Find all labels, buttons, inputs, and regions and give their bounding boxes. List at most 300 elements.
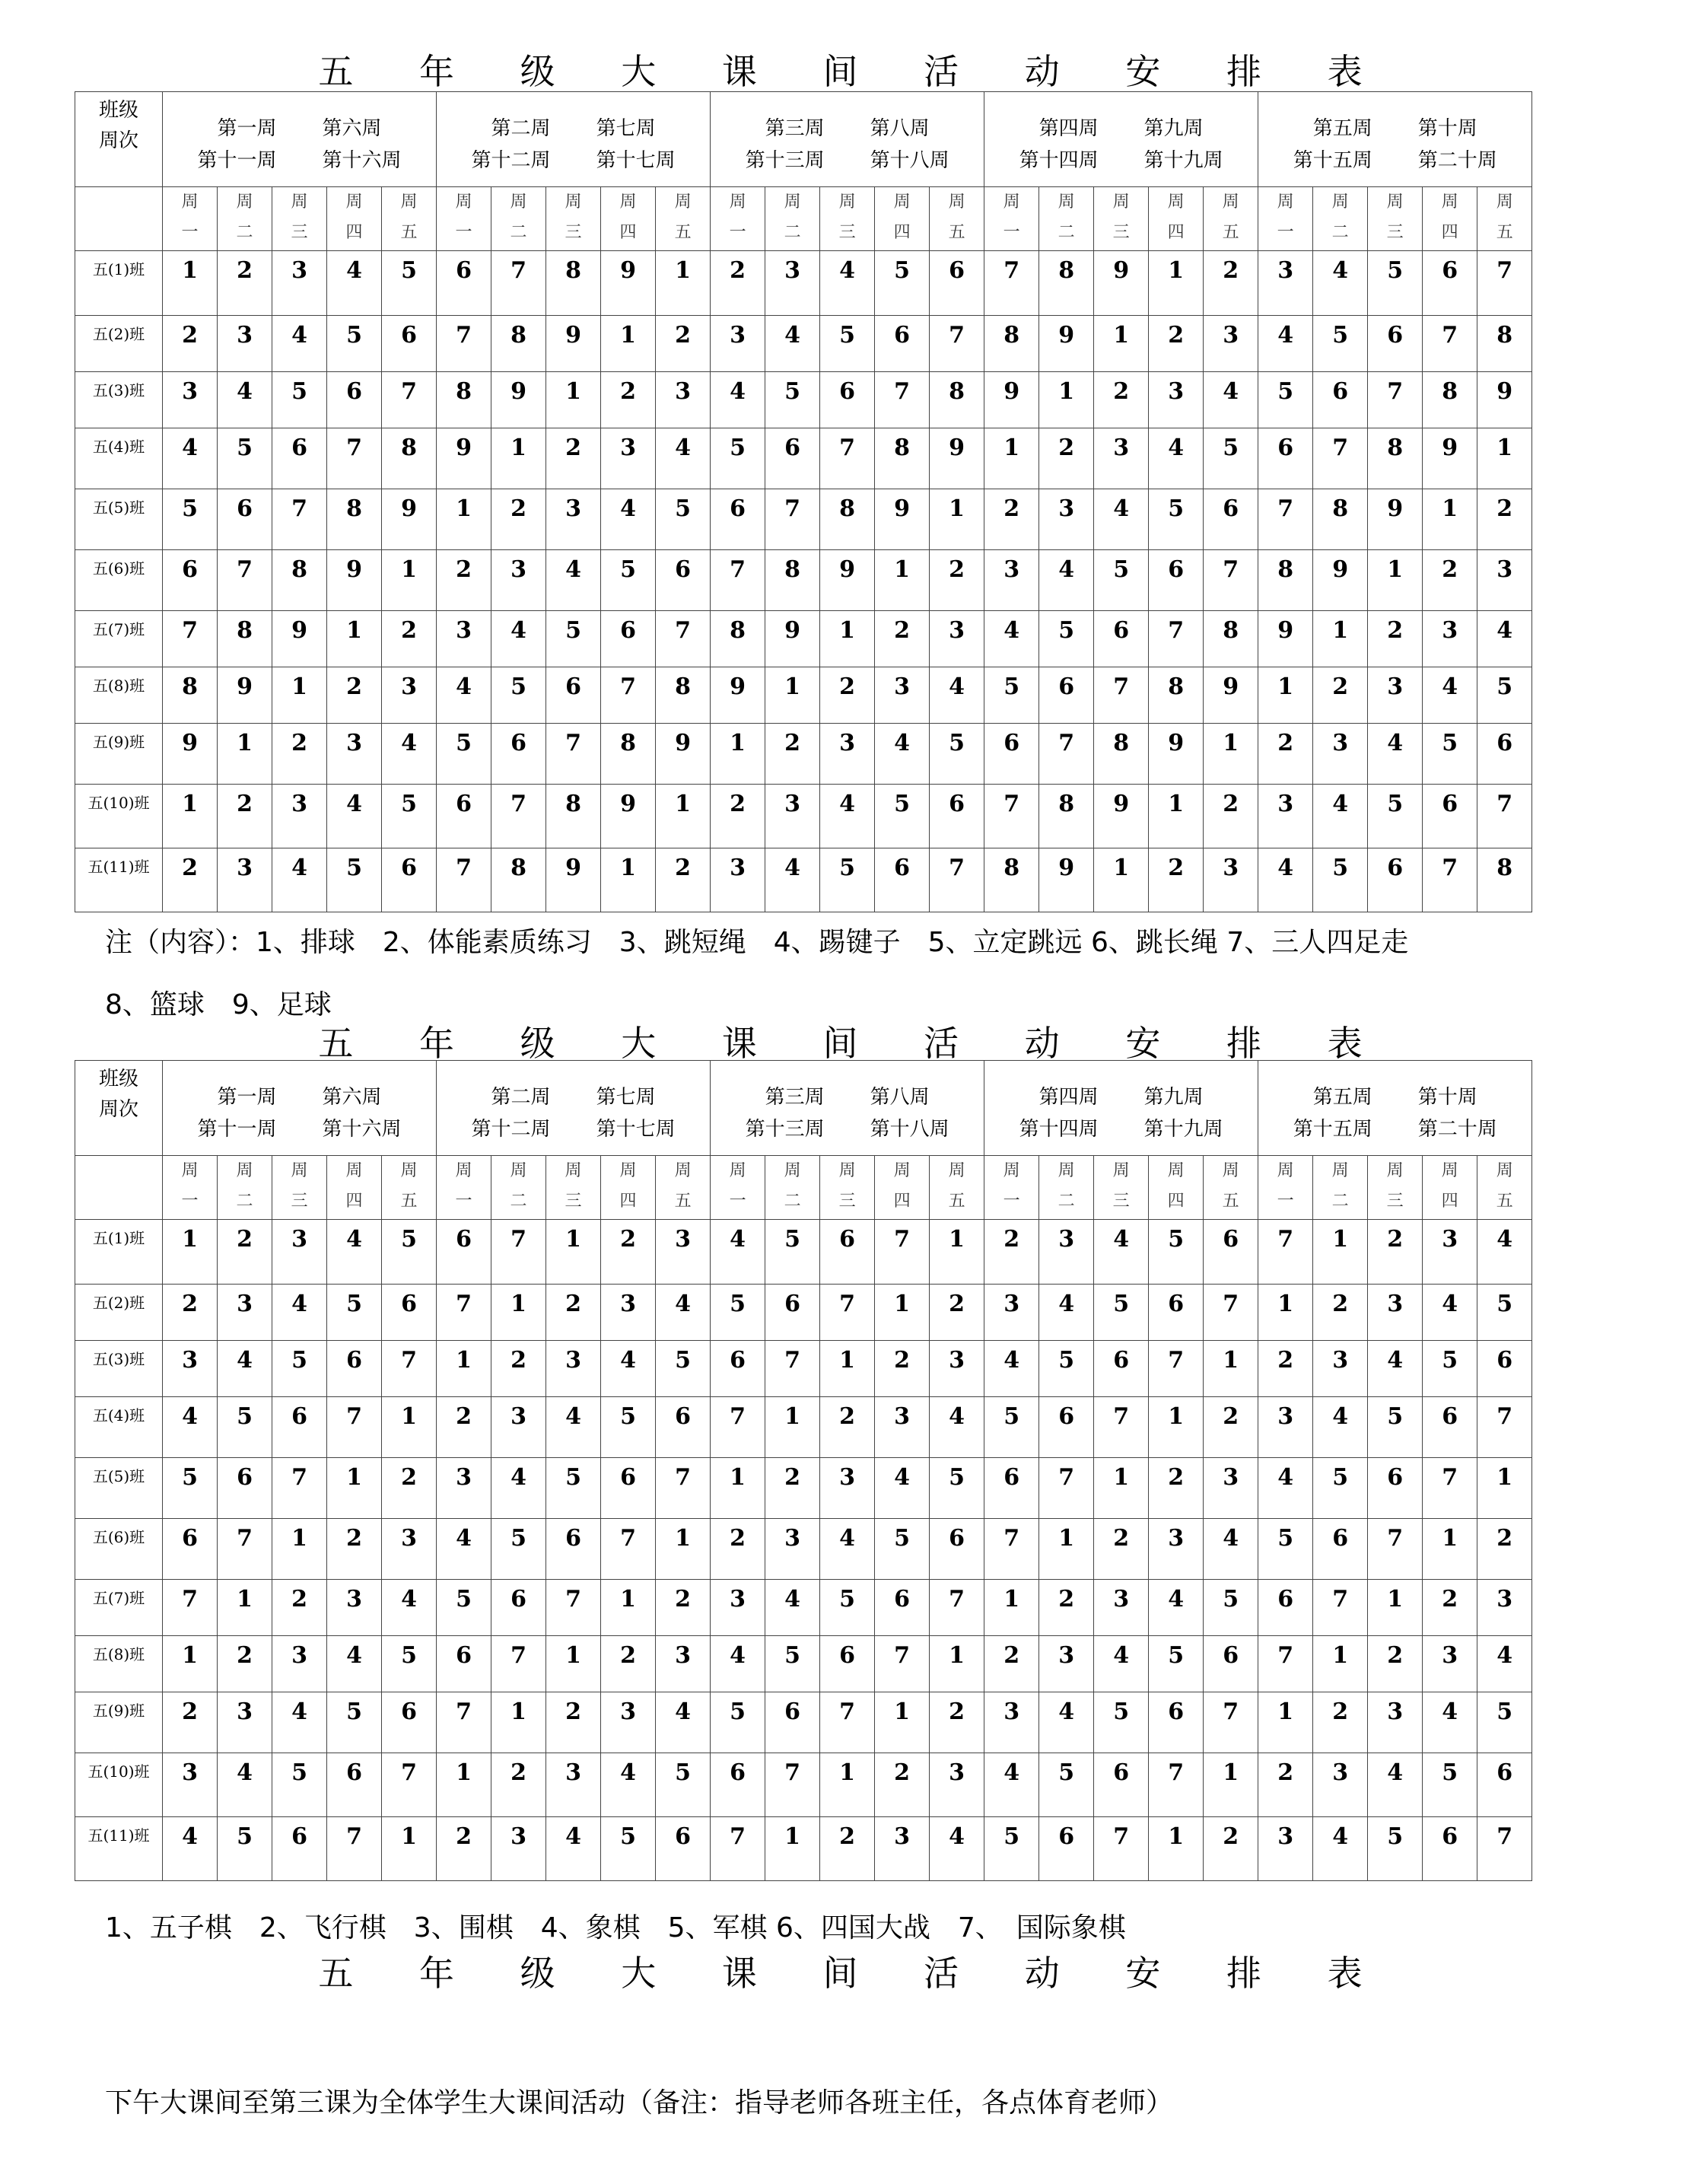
weekday-name: 五	[674, 223, 692, 242]
activity-cell: 3	[656, 1220, 711, 1285]
activity-cell: 2	[218, 1220, 272, 1285]
week-label: 第十六周	[322, 1118, 402, 1141]
activity-cell: 6	[546, 1519, 601, 1580]
activity-cell: 5	[1313, 1458, 1368, 1519]
activity-cell: 4	[1258, 848, 1313, 912]
activity-cell: 5	[820, 848, 875, 912]
activity-cell: 5	[1149, 489, 1204, 550]
activity-cell: 6	[984, 1458, 1039, 1519]
activity-cell: 7	[1258, 1220, 1313, 1285]
activity-cell: 7	[1258, 489, 1313, 550]
activity-cell: 9	[1094, 251, 1149, 316]
activity-cell: 3	[272, 1636, 327, 1692]
activity-cell: 4	[1423, 1285, 1477, 1341]
activity-cell: 5	[984, 667, 1039, 724]
activity-cell: 6	[1423, 785, 1477, 848]
activity-cell: 3	[765, 1519, 820, 1580]
activity-cell: 2	[711, 251, 765, 316]
schedule-title-1: 五 年 级 大 课 间 活 动 安 排 表	[318, 51, 1390, 92]
activity-cell: 7	[765, 1341, 820, 1397]
activity-cell: 4	[820, 251, 875, 316]
weekday-name: 一	[181, 1192, 199, 1211]
weekday-prefix: 周	[619, 1161, 637, 1180]
weekday-prefix: 周	[1003, 193, 1020, 212]
activity-cell: 7	[272, 489, 327, 550]
activity-cell: 9	[1204, 667, 1258, 724]
weekday-prefix: 周	[729, 193, 746, 212]
activity-cell: 1	[711, 724, 765, 785]
activity-cell: 5	[437, 1580, 491, 1636]
activity-cell: 6	[437, 1636, 491, 1692]
activity-cell: 8	[327, 489, 382, 550]
activity-cell: 4	[1313, 1817, 1368, 1881]
activity-cell: 7	[1149, 1341, 1204, 1397]
activity-cell: 2	[875, 1341, 930, 1397]
activity-cell: 8	[930, 372, 984, 428]
activity-cell: 5	[272, 372, 327, 428]
weekday-prefix: 周	[236, 193, 253, 212]
activity-cell: 1	[601, 316, 656, 372]
activity-cell: 7	[327, 1397, 382, 1458]
activity-cell: 1	[765, 667, 820, 724]
class-label: 五(10)班	[75, 785, 163, 848]
activity-cell: 3	[272, 1220, 327, 1285]
activity-cell: 2	[1149, 848, 1204, 912]
activity-note-line-1: 注（内容）：1、排球 2、体能素质练习 3、跳短绳 4、踢键子 5、立定跳远 6、跳长绳 7、三人四足走	[105, 927, 1409, 958]
table-row	[75, 1580, 1532, 1636]
activity-cell: 1	[820, 611, 875, 667]
activity-cell: 3	[1039, 1636, 1094, 1692]
activity-cell: 4	[1149, 1580, 1204, 1636]
weekday-header	[930, 1156, 984, 1220]
schedule-table-1	[75, 91, 1532, 912]
weekday-name: 三	[838, 223, 856, 242]
weekday-prefix: 周	[893, 1161, 911, 1180]
weekday-header	[656, 1156, 711, 1220]
activity-cell: 5	[1258, 1519, 1313, 1580]
activity-cell: 1	[437, 1341, 491, 1397]
weekday-header	[984, 187, 1039, 251]
activity-cell: 1	[930, 1636, 984, 1692]
activity-cell: 6	[1477, 724, 1532, 785]
activity-cell: 2	[163, 1285, 218, 1341]
activity-cell: 4	[163, 1817, 218, 1881]
activity-cell: 2	[601, 372, 656, 428]
weekday-name: 三	[1112, 1192, 1130, 1211]
activity-cell: 5	[218, 1817, 272, 1881]
activity-cell: 6	[491, 724, 546, 785]
activity-cell: 6	[272, 1397, 327, 1458]
activity-cell: 4	[327, 1220, 382, 1285]
weekday-name: 五	[674, 1192, 692, 1211]
activity-cell: 5	[1423, 724, 1477, 785]
schedule-title-3: 五 年 级 大 课 间 活 动 安 排 表	[318, 1953, 1390, 1994]
activity-cell: 9	[1477, 372, 1532, 428]
class-label: 五(11)班	[75, 848, 163, 912]
activity-cell: 2	[1477, 489, 1532, 550]
activity-cell: 4	[820, 785, 875, 848]
activity-cell: 5	[711, 1285, 765, 1341]
class-label: 五(5)班	[75, 1458, 163, 1519]
activity-cell: 1	[1094, 848, 1149, 912]
weekday-name: 二	[510, 1192, 527, 1211]
weekday-header	[218, 1156, 272, 1220]
table-row	[75, 1692, 1532, 1753]
weekday-prefix: 周	[1496, 1161, 1513, 1180]
activity-cell: 2	[1039, 1580, 1094, 1636]
weekday-header	[1423, 187, 1477, 251]
activity-cell: 7	[1094, 1397, 1149, 1458]
activity-cell: 4	[437, 667, 491, 724]
weekday-header	[1477, 187, 1532, 251]
weekday-header	[820, 187, 875, 251]
weekday-prefix: 周	[948, 193, 965, 212]
weekday-name: 五	[400, 1192, 418, 1211]
activity-cell: 5	[1368, 1397, 1423, 1458]
activity-cell: 2	[437, 550, 491, 611]
activity-cell: 4	[491, 611, 546, 667]
weekday-name: 一	[455, 1192, 472, 1211]
activity-cell: 7	[1477, 251, 1532, 316]
weekday-header	[546, 1156, 601, 1220]
activity-cell: 5	[656, 1341, 711, 1397]
week-label: 第十八周	[870, 1118, 949, 1141]
activity-cell: 3	[656, 1636, 711, 1692]
activity-cell: 2	[1368, 1220, 1423, 1285]
activity-cell: 6	[272, 428, 327, 489]
activity-cell: 2	[1423, 550, 1477, 611]
activity-cell: 4	[1039, 550, 1094, 611]
activity-cell: 4	[875, 724, 930, 785]
activity-cell: 4	[765, 1580, 820, 1636]
activity-cell: 6	[765, 1285, 820, 1341]
activity-cell: 7	[437, 1285, 491, 1341]
activity-cell: 2	[1477, 1519, 1532, 1580]
activity-cell: 6	[491, 1580, 546, 1636]
weekday-header	[601, 1156, 656, 1220]
class-label: 五(8)班	[75, 667, 163, 724]
table-row	[75, 489, 1532, 550]
weekday-prefix: 周	[510, 1161, 527, 1180]
activity-cell: 3	[1368, 667, 1423, 724]
activity-cell: 1	[1039, 1519, 1094, 1580]
activity-cell: 4	[656, 428, 711, 489]
activity-cell: 8	[711, 611, 765, 667]
activity-cell: 6	[272, 1817, 327, 1881]
activity-cell: 2	[1204, 785, 1258, 848]
activity-cell: 5	[1258, 372, 1313, 428]
weekday-prefix: 周	[1441, 193, 1458, 212]
weekday-header	[1258, 1156, 1313, 1220]
activity-cell: 1	[1149, 251, 1204, 316]
weekday-header	[601, 187, 656, 251]
activity-cell: 4	[327, 785, 382, 848]
activity-cell: 4	[218, 1753, 272, 1817]
activity-cell: 1	[1204, 1753, 1258, 1817]
activity-cell: 5	[1094, 1692, 1149, 1753]
activity-cell: 1	[1423, 489, 1477, 550]
activity-cell: 1	[327, 611, 382, 667]
activity-cell: 2	[984, 1220, 1039, 1285]
weekday-prefix: 周	[1058, 193, 1075, 212]
weekday-header	[1039, 1156, 1094, 1220]
activity-cell: 6	[765, 428, 820, 489]
activity-cell: 3	[1477, 550, 1532, 611]
activity-cell: 2	[820, 1397, 875, 1458]
activity-cell: 3	[930, 1341, 984, 1397]
activity-cell: 8	[546, 785, 601, 848]
weekday-prefix: 周	[236, 1161, 253, 1180]
activity-cell: 3	[711, 848, 765, 912]
activity-cell: 2	[1204, 1817, 1258, 1881]
activity-cell: 7	[382, 1341, 437, 1397]
activity-cell: 1	[930, 489, 984, 550]
weekday-header	[711, 187, 765, 251]
activity-cell: 9	[1423, 428, 1477, 489]
weekday-header	[163, 187, 218, 251]
activity-cell: 7	[711, 550, 765, 611]
weekday-name: 四	[619, 1192, 637, 1211]
activity-cell: 2	[984, 1636, 1039, 1692]
week-label: 第十九周	[1143, 149, 1223, 172]
activity-cell: 7	[437, 848, 491, 912]
activity-cell: 9	[1149, 724, 1204, 785]
activity-cell: 4	[546, 1397, 601, 1458]
activity-cell: 8	[984, 848, 1039, 912]
activity-cell: 3	[1258, 1817, 1313, 1881]
activity-cell: 4	[656, 1692, 711, 1753]
activity-cell: 1	[491, 428, 546, 489]
activity-cell: 3	[1149, 1519, 1204, 1580]
activity-cell: 2	[1258, 724, 1313, 785]
weekday-header	[1149, 1156, 1204, 1220]
activity-cell: 6	[656, 1397, 711, 1458]
activity-cell: 7	[218, 550, 272, 611]
table-corner-header	[75, 1061, 163, 1156]
activity-cell: 4	[1423, 667, 1477, 724]
activity-cell: 5	[1368, 251, 1423, 316]
activity-cell: 2	[327, 1519, 382, 1580]
weekday-header	[272, 1156, 327, 1220]
table-row	[75, 1341, 1532, 1397]
activity-cell: 4	[601, 1753, 656, 1817]
activity-cell: 2	[491, 1341, 546, 1397]
activity-cell: 2	[1094, 1519, 1149, 1580]
activity-cell: 3	[218, 848, 272, 912]
activity-cell: 6	[382, 848, 437, 912]
week-label: 第八周	[870, 1086, 930, 1109]
weekday-prefix: 周	[838, 1161, 856, 1180]
activity-cell: 4	[984, 1341, 1039, 1397]
weekday-header	[875, 1156, 930, 1220]
activity-cell: 2	[765, 1458, 820, 1519]
table-row	[75, 1397, 1532, 1458]
activity-cell: 5	[1204, 428, 1258, 489]
weekday-header	[1204, 1156, 1258, 1220]
activity-cell: 6	[1368, 848, 1423, 912]
activity-cell: 5	[382, 785, 437, 848]
weekday-prefix: 周	[1331, 1161, 1349, 1180]
activity-cell: 2	[930, 1285, 984, 1341]
activity-cell: 6	[437, 785, 491, 848]
activity-cell: 6	[1477, 1753, 1532, 1817]
weekday-header	[765, 187, 820, 251]
activity-cell: 7	[1423, 316, 1477, 372]
activity-cell: 3	[711, 1580, 765, 1636]
week-label: 第六周	[322, 117, 382, 140]
weekday-name: 四	[345, 223, 363, 242]
week-group-header	[984, 1061, 1258, 1156]
week-label: 第九周	[1143, 1086, 1204, 1109]
activity-cell: 7	[1313, 1580, 1368, 1636]
activity-cell: 2	[820, 1817, 875, 1881]
week-label: 第五周	[1312, 117, 1372, 140]
activity-cell: 7	[163, 611, 218, 667]
weekday-header	[491, 1156, 546, 1220]
activity-cell: 3	[1423, 611, 1477, 667]
activity-cell: 5	[1204, 1580, 1258, 1636]
activity-cell: 6	[1039, 1397, 1094, 1458]
activity-cell: 6	[875, 1580, 930, 1636]
activity-cell: 4	[1477, 611, 1532, 667]
activity-cell: 6	[1368, 316, 1423, 372]
activity-cell: 7	[163, 1580, 218, 1636]
activity-cell: 8	[1094, 724, 1149, 785]
activity-cell: 2	[218, 785, 272, 848]
activity-cell: 4	[765, 848, 820, 912]
table-row	[75, 1220, 1532, 1285]
activity-cell: 2	[382, 611, 437, 667]
activity-cell: 4	[272, 1285, 327, 1341]
activity-cell: 4	[601, 489, 656, 550]
activity-cell: 7	[1258, 1636, 1313, 1692]
weekday-prefix: 周	[619, 193, 637, 212]
activity-cell: 3	[1039, 1220, 1094, 1285]
footer-note: 下午大课间至第三课为全体学生大课间活动（备注：指导老师各班主任，各点体育老师）	[105, 2087, 1174, 2119]
weekday-name: 五	[1222, 223, 1239, 242]
activity-cell: 4	[1039, 1692, 1094, 1753]
activity-cell: 1	[163, 1220, 218, 1285]
weekday-name: 四	[1167, 223, 1185, 242]
empty-header-cell	[75, 187, 163, 251]
activity-cell: 4	[765, 316, 820, 372]
activity-cell: 6	[820, 372, 875, 428]
weekday-prefix: 周	[1222, 193, 1239, 212]
table-row	[75, 1636, 1532, 1692]
activity-cell: 9	[875, 489, 930, 550]
activity-cell: 3	[491, 550, 546, 611]
activity-cell: 9	[382, 489, 437, 550]
activity-cell: 8	[1313, 489, 1368, 550]
weekday-name: 四	[619, 223, 637, 242]
activity-cell: 2	[1258, 1341, 1313, 1397]
activity-cell: 7	[1313, 428, 1368, 489]
weekday-prefix: 周	[729, 1161, 746, 1180]
activity-cell: 4	[1313, 1397, 1368, 1458]
weekday-header	[1204, 187, 1258, 251]
activity-cell: 1	[218, 1580, 272, 1636]
week-label: 第一周	[217, 117, 277, 140]
activity-cell: 1	[327, 1458, 382, 1519]
activity-cell: 2	[437, 1817, 491, 1881]
week-label: 第十九周	[1143, 1118, 1223, 1141]
class-label: 五(9)班	[75, 724, 163, 785]
activity-cell: 1	[218, 724, 272, 785]
weekday-prefix: 周	[345, 193, 363, 212]
activity-cell: 2	[1368, 611, 1423, 667]
class-label: 五(6)班	[75, 1519, 163, 1580]
activity-cell: 8	[1368, 428, 1423, 489]
activity-cell: 3	[656, 372, 711, 428]
activity-cell: 1	[1149, 1397, 1204, 1458]
weekday-name: 一	[729, 223, 746, 242]
activity-cell: 1	[546, 1220, 601, 1285]
table-row	[75, 1753, 1532, 1817]
activity-cell: 6	[601, 611, 656, 667]
activity-cell: 1	[1313, 1220, 1368, 1285]
week-group-header	[711, 1061, 984, 1156]
activity-cell: 6	[656, 550, 711, 611]
activity-cell: 3	[546, 1753, 601, 1817]
activity-cell: 8	[491, 848, 546, 912]
activity-cell: 8	[382, 428, 437, 489]
activity-cell: 1	[1368, 550, 1423, 611]
table-row	[75, 550, 1532, 611]
activity-cell: 3	[163, 372, 218, 428]
activity-cell: 6	[1313, 372, 1368, 428]
weekday-prefix: 周	[948, 1161, 965, 1180]
activity-cell: 1	[601, 848, 656, 912]
activity-cell: 6	[930, 785, 984, 848]
activity-cell: 1	[930, 1220, 984, 1285]
activity-cell: 2	[765, 724, 820, 785]
activity-cell: 3	[601, 428, 656, 489]
activity-cell: 6	[1258, 428, 1313, 489]
activity-cell: 5	[1477, 667, 1532, 724]
activity-cell: 9	[820, 550, 875, 611]
weekday-header	[163, 1156, 218, 1220]
activity-cell: 1	[382, 1397, 437, 1458]
activity-cell: 3	[1258, 1397, 1313, 1458]
table-row	[75, 848, 1532, 912]
weekday-prefix: 周	[181, 1161, 199, 1180]
activity-cell: 2	[382, 1458, 437, 1519]
activity-cell: 4	[984, 611, 1039, 667]
weekday-prefix: 周	[1496, 193, 1513, 212]
weekday-name: 三	[291, 223, 308, 242]
schedule-table-2	[75, 1060, 1532, 1881]
activity-cell: 5	[163, 489, 218, 550]
activity-cell: 6	[327, 1341, 382, 1397]
activity-cell: 5	[546, 611, 601, 667]
activity-cell: 3	[437, 1458, 491, 1519]
activity-cell: 3	[1423, 1636, 1477, 1692]
activity-cell: 3	[1423, 1220, 1477, 1285]
activity-cell: 5	[546, 1458, 601, 1519]
activity-cell: 1	[1039, 372, 1094, 428]
activity-cell: 4	[163, 428, 218, 489]
activity-cell: 3	[218, 1285, 272, 1341]
activity-cell: 3	[930, 611, 984, 667]
weekday-header	[546, 187, 601, 251]
activity-cell: 9	[930, 428, 984, 489]
activity-cell: 2	[163, 848, 218, 912]
activity-cell: 3	[163, 1341, 218, 1397]
activity-cell: 7	[984, 1519, 1039, 1580]
activity-cell: 2	[656, 848, 711, 912]
activity-cell: 4	[1094, 489, 1149, 550]
weekday-name: 二	[510, 223, 527, 242]
